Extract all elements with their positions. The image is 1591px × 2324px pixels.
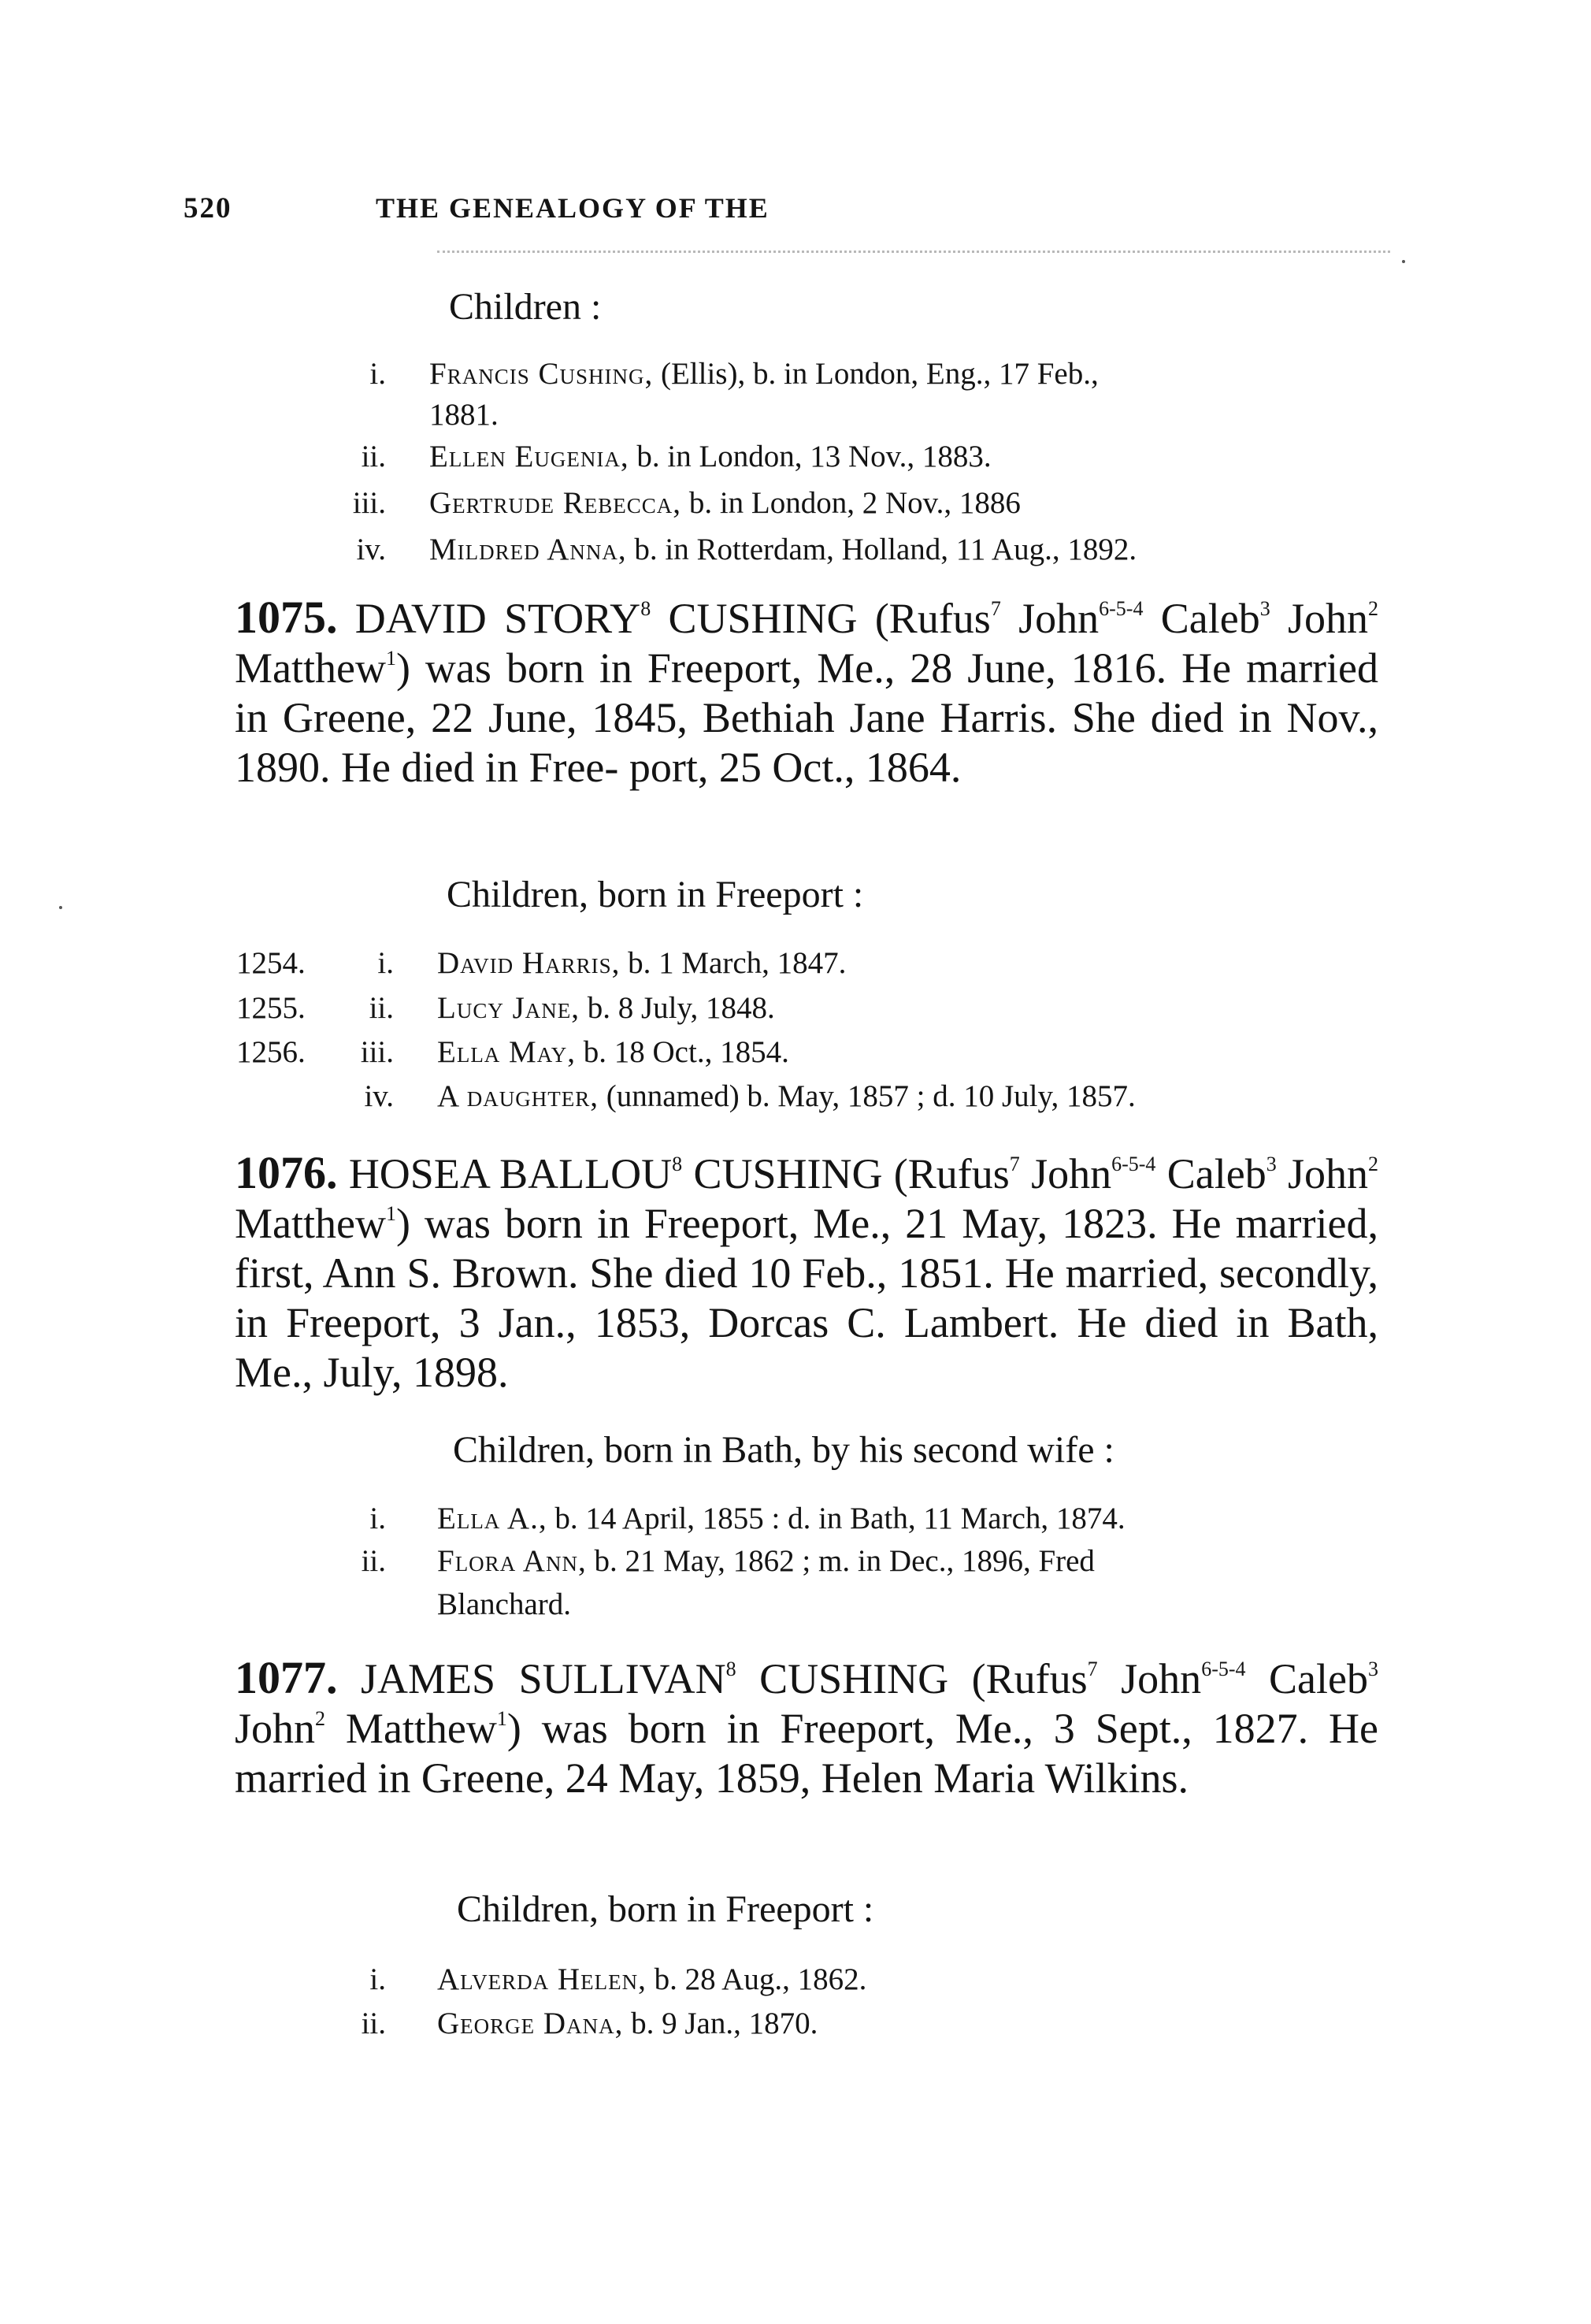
roman-numeral: ii.: [361, 440, 386, 473]
roman-numeral: ii.: [361, 1544, 386, 1578]
roman-numeral: i.: [369, 1502, 386, 1535]
scan-speck: [1402, 260, 1405, 263]
biography-text: Jane Harris. She died in Nov., 1890. He died in Free-: [235, 694, 1378, 791]
child-name: Gertrude Rebecca,: [429, 486, 682, 520]
generation-mark: 3: [1266, 1153, 1277, 1175]
ancestry-text: John: [1276, 1150, 1369, 1197]
roman-numeral: iv.: [356, 533, 386, 566]
generation-mark: 1: [385, 647, 396, 670]
ancestry-text: Caleb: [1166, 1150, 1266, 1197]
child-name: Francis Cushing,: [429, 357, 654, 391]
genealogy-entry-1077: [235, 1653, 1378, 1803]
child-name: Ella A.,: [437, 1502, 547, 1535]
person-name: JAMES SULLIVAN: [361, 1655, 726, 1702]
ancestry-text: Matthew: [235, 1200, 386, 1247]
child-details: b. 21 May, 1862 ; m. in Dec., 1896, Fred: [594, 1544, 1095, 1578]
roman-numeral: ii.: [369, 991, 394, 1025]
children-heading: Children, born in Freeport :: [457, 1888, 874, 1930]
generation-mark: 6-5-4: [1111, 1153, 1156, 1175]
child-name: David Harris,: [437, 946, 621, 980]
genealogy-entry-1076: [235, 1148, 1378, 1398]
child-number: 1254.: [236, 946, 306, 980]
child-details: b. in London, 13 Nov., 1883.: [636, 440, 992, 473]
child-name: Ella May,: [437, 1035, 577, 1069]
child-details: b. in London, 2 Nov., 1886: [688, 486, 1021, 520]
generation-mark: 6-5-4: [1099, 597, 1144, 620]
generation-mark: 8: [640, 597, 651, 620]
person-name: DAVID STORY: [354, 595, 641, 642]
biography-text: ) was born in Freeport, Me., 28: [395, 644, 953, 692]
generation-mark: 1: [496, 1707, 507, 1730]
child-number: 1255.: [236, 991, 306, 1025]
header-rule: [437, 251, 1390, 253]
biography-text: Maria Wilkins.: [933, 1754, 1189, 1802]
child-details: b. in Rotterdam, Holland, 11 Aug., 1892.: [634, 533, 1137, 566]
biography-text: May, 1823. He married, first, Ann S. Brown. She died: [235, 1200, 1378, 1297]
ancestry-text: Caleb: [1269, 1655, 1368, 1702]
generation-mark: 3: [1259, 597, 1270, 620]
ancestry-text: Matthew: [325, 1705, 497, 1752]
child-name: Ellen Eugenia,: [429, 440, 629, 473]
generation-mark: 7: [1009, 1153, 1020, 1175]
child-details: b. 9 Jan., 1870.: [631, 2007, 818, 2040]
generation-mark: 2: [315, 1707, 326, 1730]
roman-numeral: ii.: [361, 2007, 386, 2040]
page-number: 520: [184, 192, 232, 225]
child-details-continued: Blanchard.: [437, 1587, 572, 1621]
biography-text: ) was born in Freeport, Me., 3: [506, 1705, 1075, 1752]
ancestry-text: John: [1270, 595, 1369, 642]
biography-text: 10 Feb., 1851. He married, secondly, in Freeport, 3 Jan.,: [235, 1249, 1378, 1346]
ancestry-text: (Rufus: [874, 595, 991, 642]
entry-number: 1077.: [235, 1652, 338, 1703]
ancestry-text: John: [1019, 1150, 1112, 1197]
child-name: Alverda Helen,: [437, 1962, 647, 1996]
ancestry-text: (Rufus: [893, 1150, 1010, 1197]
running-title: THE GENEALOGY OF THE: [376, 192, 770, 224]
generation-mark: 8: [672, 1153, 683, 1175]
child-number: 1256.: [236, 1035, 306, 1069]
children-heading: Children, born in Bath, by his second wife :: [453, 1429, 1114, 1471]
ancestry-text: John: [1000, 595, 1100, 642]
child-details: b. 18 Oct., 1854.: [583, 1035, 789, 1069]
biography-text: 1853, Dorcas C. Lambert. He died in Bath, Me., July, 1898.: [235, 1299, 1378, 1396]
roman-numeral: i.: [377, 946, 394, 980]
child-name: A daughter,: [437, 1079, 599, 1113]
generation-mark: 6-5-4: [1201, 1658, 1246, 1680]
ancestry-text: Matthew: [235, 644, 386, 692]
child-details: b. 28 Aug., 1862.: [654, 1962, 867, 1996]
biography-text: Sept., 1827. He married in Greene, 24 May, 1859, Helen: [235, 1705, 1379, 1802]
child-details: b. 1 March, 1847.: [628, 946, 847, 980]
generation-mark: 1: [385, 1202, 396, 1225]
surname: CUSHING: [759, 1655, 949, 1702]
genealogy-entry-1075: [235, 592, 1378, 793]
child-details-continued: 1881.: [429, 398, 499, 432]
biography-text: June, 1816. He married in Greene, 22 June, 1845, Bethiah: [235, 644, 1379, 741]
surname: CUSHING: [693, 1150, 883, 1197]
scan-speck: [59, 906, 62, 909]
child-name: Flora Ann,: [437, 1544, 587, 1578]
child-details: (unnamed) b. May, 1857 ; d. 10 July, 1857.: [606, 1079, 1136, 1113]
person-name: HOSEA BALLOU: [348, 1150, 673, 1197]
ancestry-text: (Rufus: [971, 1655, 1088, 1702]
generation-mark: 3: [1368, 1658, 1378, 1680]
generation-mark: 2: [1368, 597, 1379, 620]
child-name: George Dana,: [437, 2007, 624, 2040]
child-details: (Ellis), b. in London, Eng., 17 Feb.,: [660, 357, 1099, 391]
generation-mark: 8: [725, 1658, 736, 1680]
child-details: b. 14 April, 1855 : d. in Bath, 11 March, 1874.: [554, 1502, 1126, 1535]
biography-text: ) was born in Freeport, Me., 21: [395, 1200, 948, 1247]
roman-numeral: iii.: [352, 486, 386, 520]
generation-mark: 2: [1368, 1153, 1379, 1175]
children-heading: Children, born in Freeport :: [447, 874, 864, 915]
generation-mark: 7: [1087, 1658, 1098, 1680]
entry-number: 1075.: [235, 592, 338, 643]
roman-numeral: iii.: [360, 1035, 394, 1069]
child-details: b. 8 July, 1848.: [587, 991, 775, 1025]
ancestry-text: Caleb: [1160, 595, 1260, 642]
child-name: Lucy Jane,: [437, 991, 580, 1025]
roman-numeral: i.: [369, 357, 386, 391]
child-name: Mildred Anna,: [429, 533, 627, 566]
biography-text: port, 25 Oct., 1864.: [629, 744, 962, 791]
roman-numeral: i.: [369, 1962, 386, 1996]
surname: CUSHING: [668, 595, 858, 642]
ancestry-text: John: [235, 1705, 316, 1752]
children-heading: Children :: [449, 286, 602, 328]
entry-number: 1076.: [235, 1147, 338, 1198]
generation-mark: 7: [990, 597, 1001, 620]
roman-numeral: iv.: [364, 1079, 394, 1113]
ancestry-text: John: [1097, 1655, 1202, 1702]
